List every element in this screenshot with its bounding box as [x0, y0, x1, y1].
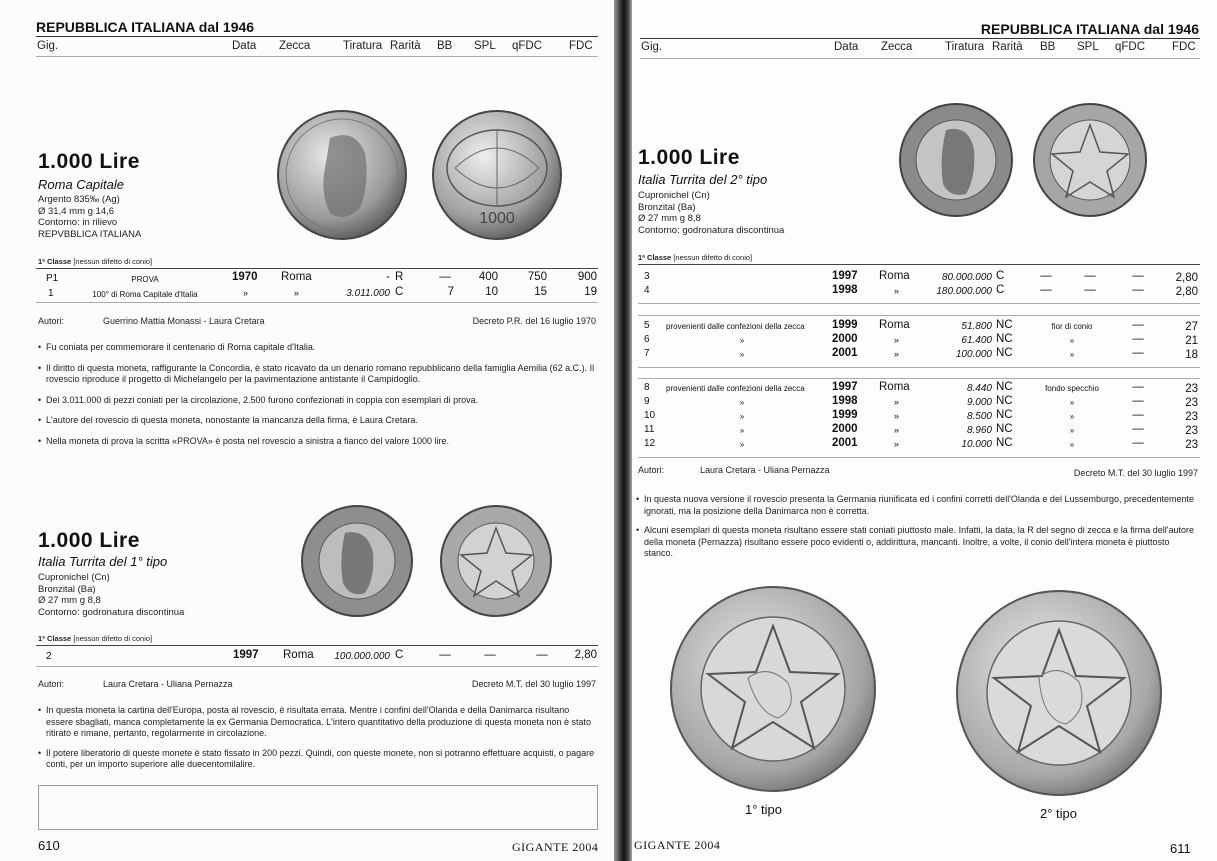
row-gig: 3	[644, 271, 650, 282]
row-zecca: Roma	[879, 270, 910, 282]
row-tiratura: 100.000	[955, 349, 992, 360]
footer-brand: GIGANTE 2004	[512, 840, 599, 854]
row-gig: 4	[644, 285, 650, 296]
row-fdc: 23	[1185, 383, 1198, 395]
row-qfdc: —	[1132, 395, 1144, 407]
coin-title: 1.000 Lire	[38, 150, 140, 173]
row-rarita: NC	[996, 333, 1013, 345]
authors: Laura Cretara - Uliana Pernazza	[103, 679, 233, 689]
class-label: 1ª Classe [nessun difetto di conio]	[38, 634, 153, 643]
row-data: 2001	[832, 347, 858, 359]
row-gig: 10	[644, 410, 656, 421]
row-tiratura: 180.000.000	[936, 286, 992, 297]
row-qfdc: —	[1132, 319, 1144, 331]
row-finish: »	[1069, 336, 1075, 345]
row-rarita: NC	[996, 395, 1013, 407]
decree: Decreto M.T. del 30 luglio 1997	[471, 679, 596, 689]
row-qfdc: —	[1132, 333, 1144, 345]
row-data: 2000	[832, 423, 858, 435]
col-zecca: Zecca	[279, 40, 311, 52]
row-zecca: Roma	[879, 381, 910, 393]
row-desc: »	[739, 336, 745, 345]
coin-subtitle: Italia Turrita del 2° tipo	[638, 172, 768, 187]
col-qfdc: qFDC	[512, 40, 543, 52]
row-fdc: 27	[1185, 321, 1198, 333]
row-spl: —	[1084, 270, 1096, 282]
row-tiratura: 8.960	[966, 425, 992, 436]
row-spl: —	[1084, 284, 1096, 296]
coin-specs: Cupronichel (Cn) Bronzital (Ba) Ø 27 mm g 8,8 Contorno: godronatura discontinua	[638, 190, 785, 236]
row-gig: 7	[644, 348, 650, 359]
row-data: 1999	[832, 319, 858, 331]
col-fdc: FDC	[569, 40, 593, 52]
page-number: 611	[1170, 841, 1191, 856]
coin-title: 1.000 Lire	[38, 529, 140, 552]
coin-type1-image	[668, 578, 878, 800]
coin-obverse-image	[270, 108, 415, 243]
row-qfdc: —	[1132, 381, 1144, 393]
caption-type1: 1° tipo	[745, 802, 783, 817]
class-label: 1ª Classe [nessun difetto di conio]	[638, 253, 753, 262]
coin-obverse-image	[894, 102, 1024, 222]
coin-type2-image	[954, 582, 1164, 804]
row-rarita: NC	[996, 319, 1013, 331]
book-gutter	[614, 0, 632, 861]
row-finish: »	[1069, 350, 1075, 359]
decree: Decreto M.T. del 30 luglio 1997	[1073, 468, 1198, 478]
row-data: 1999	[832, 409, 858, 421]
row-zecca: »	[894, 425, 900, 435]
row-zecca: »	[894, 397, 900, 407]
row-rarita: NC	[996, 409, 1013, 421]
col-bb: BB	[437, 40, 453, 52]
row-rarita: NC	[996, 437, 1013, 449]
row-zecca: »	[894, 411, 900, 421]
row-finish: »	[1069, 426, 1075, 435]
row-bb: —	[1040, 284, 1052, 296]
row-fdc: 18	[1185, 349, 1198, 361]
coin-specs: Argento 835‰ (Ag) Ø 31,4 mm g 14,6 Contorno: in rilievo REPVBBLICA ITALIANA	[38, 194, 142, 240]
row-zecca: »	[894, 335, 900, 345]
row-fdc: 23	[1185, 439, 1198, 451]
row-fdc: 2,80	[1175, 272, 1198, 284]
coin-reverse-image	[425, 108, 570, 243]
row-tiratura: 80.000.000	[941, 272, 992, 283]
row-gig: 8	[644, 382, 650, 393]
row-rarita: NC	[996, 423, 1013, 435]
authors-label: Autori:	[638, 465, 665, 475]
coin-reverse-image	[434, 503, 564, 621]
svg-text:1000: 1000	[479, 210, 515, 227]
row-tiratura: 8.500	[966, 411, 992, 422]
coin-subtitle: Italia Turrita del 1° tipo	[38, 554, 168, 569]
coin-reverse-image	[1028, 102, 1158, 222]
row-gig: 5	[644, 320, 650, 331]
row-desc: »	[739, 350, 745, 359]
row-desc: »	[739, 440, 745, 449]
row-zecca: »	[894, 439, 900, 449]
row-finish: »	[1069, 440, 1075, 449]
row-fdc: 23	[1185, 397, 1198, 409]
row-finish: »	[1069, 398, 1075, 407]
row-qfdc: —	[1132, 437, 1144, 449]
row-bb: —	[1040, 270, 1052, 282]
row-qfdc: —	[1132, 409, 1144, 421]
row-finish: fior di conio	[1051, 322, 1093, 331]
row-qfdc: —	[1132, 347, 1144, 359]
row-data: 1998	[832, 284, 858, 296]
row-gig: 9	[644, 396, 650, 407]
row-zecca: »	[894, 286, 900, 296]
page-header-title: REPUBBLICA ITALIANA dal 1946	[36, 19, 255, 35]
notes-list: • In questa nuova versione il rovescio presenta la Germania riunificata ed i confini corretti dell'Olanda e del Lussemburgo, precedentemente ignorati, ma la posizione della Danimarca non è corretta. • Alcuni esemplari di questa moneta risultano essere stati coniati piuttosto male. Infatti, la data, la R del segno di zecca e la firma dell'autore della moneta (Pernazza) risultano essere poco evidenti o, addirittura, mancanti. Inoltre, a volte, il conio dell'intera moneta è piuttosto stanco.	[644, 494, 1200, 560]
row-desc: provenienti dalle confezioni della zecca	[666, 322, 805, 331]
row-data: 1997	[832, 270, 858, 282]
row-tiratura: 10.000	[961, 439, 992, 450]
footer-brand: GIGANTE 2004	[634, 838, 721, 852]
row-data: 2001	[832, 437, 858, 449]
row-rarita: NC	[996, 381, 1013, 393]
row-zecca: Roma	[879, 319, 910, 331]
row-desc: »	[739, 412, 745, 421]
row-gig: 12	[644, 438, 656, 449]
row-desc: »	[739, 426, 745, 435]
empty-box	[38, 785, 598, 830]
caption-type2: 2° tipo	[1040, 806, 1078, 821]
left-page: REPUBBLICA ITALIANA dal 1946 Gig. Data Zecca Tiratura Rarità BB SPL qFDC FDC 1.000 Lire Roma Capitale Argento 835‰ (Ag) Ø 31,4 mm g 14,6 Contorno: in rilievo REPVBBLICA ITALIANA 1000 1ª Classe [nessun difetto di conio] P1 PROVA 1970 Roma - R — 400 750 900 1 100° di Roma Capitale d'Italia » » 3.011.000 C 7 10 15 19 Autori: Guerrino Mattia Monassi - Laura Cretara Decreto P.R. del 16 luglio 1970 • Fu coniata per commemorare il centenario di Roma capitale d'Italia. • Il diritto di questa moneta, raffigurante la Concordia, è stato ricavato da un denario romano repubblicano della famiglia Aemilia (62 a.C.). Il rovescio riproduce il progetto di Michelangelo per la pavimentazione antistante il Campidoglio. • Dei 3.011.000 di pezzi coniati per la circolazione, 2.500 furono confezionati in coppia con esemplari di prova. • L'autore del rovescio di questa moneta, nonostante la mancanza della firma, è Laura Cretara. • Nella moneta di prova la scritta «PROVA» è posta nel rovescio a sinistra a fianco del valore 1000 lire. 1.000 Lire Italia Turrita del 1° tipo Cupronichel (Cn) Bronzital (Ba) Ø 27 mm g 8,8 Contorno: godronatura discontinua 1ª Classe [nessun difetto di conio] 2 1997 Roma 100.000.000 C — — — 2,80 Autori: Laura Cretara - Uliana Pernazza Decreto M.T. del 30 luglio 1997 • In questa moneta la cartina dell'Europa, posta al rovescio, è risultata errata. Mentre i confini dell'Olanda e della Danimarca risultano essere sbagliati, manca completamente la ex Germania Democratica. L'intero quantitativo della produzione di questa moneta non è stato ritirato e rimane, pertanto, regolarmente in circolazione. • Il potere liberatorio di queste monete è stato fissato in 200 pezzi. Quindi, con queste monete, non si potranno effettuare acquisti, o pagare conti, per un importo superiore alle duecentomilalire. 610 GIGANTE 2004	[0, 0, 614, 861]
row-tiratura: 8.440	[966, 383, 992, 394]
row-fdc: 21	[1185, 335, 1198, 347]
class-label: 1ª Classe [nessun difetto di conio]	[38, 257, 153, 266]
col-spl: SPL	[474, 40, 496, 52]
row-rarita: C	[996, 284, 1005, 296]
row-tiratura: 51.800	[961, 321, 992, 332]
coin-specs: Cupronichel (Cn) Bronzital (Ba) Ø 27 mm g 8,8 Contorno: godronatura discontinua	[38, 572, 185, 618]
authors: Guerrino Mattia Monassi - Laura Cretara	[103, 316, 265, 326]
row-fdc: 23	[1185, 411, 1198, 423]
row-zecca: »	[894, 349, 900, 359]
decree: Decreto P.R. del 16 luglio 1970	[472, 316, 596, 326]
row-data: 1998	[832, 395, 858, 407]
authors-label: Autori:	[38, 679, 65, 689]
row-qfdc: —	[1132, 423, 1144, 435]
coin-subtitle: Roma Capitale	[38, 177, 124, 192]
coin-obverse-image	[295, 503, 425, 621]
authors: Laura Cretara - Uliana Pernazza	[700, 465, 830, 475]
right-page: REPUBBLICA ITALIANA dal 1946 Gig. Data Zecca Tiratura Rarità BB SPL qFDC FDC 1.000 Lire Italia Turrita del 2° tipo Cupronichel (Cn) Bronzital (Ba) Ø 27 mm g 8,8 Contorno: godronatura discontinua 1ª Classe [nessun difetto di conio] 3 1997 Roma 80.000.000 C — — — 2,80 4 1998 » 180.000.000 C — — — 2,80 5 provenienti dalle confezioni della zecca 1999 Roma 51.800 NC fior di conio — 27 6 » 2000 » 61.400 NC » — 21 7 » 2001 » 100.000 NC » — 18 8 provenienti dalle confezioni della zecca 1997 Roma 8.440 NC fondo specchio — 23 9 » 1998 » 9.000 NC » — 23 10 » 1999 » 8.500 NC » — 23 11 » 2000 » 8.960 NC » — 23 12 » 2001 » 10.000 NC » — 23 Autori: Laura Cretara - Uliana Pernazza Decreto M.T. del 30 luglio 1997 • In questa nuova versione il rovescio presenta la Germania riunificata ed i confini corretti dell'Olanda e del Lussemburgo, precedentemente ignorati, ma la posizione della Danimarca non è corretta. • Alcuni esemplari di questa moneta risultano essere stati coniati piuttosto male. Infatti, la data, la R del segno di zecca e la firma dell'autore della moneta (Pernazza) risultano essere poco evidenti o, addirittura, mancanti. Inoltre, a volte, il conio dell'intera moneta è piuttosto stanco. 1° tipo 2° tipo GIGANTE 2004 611	[632, 0, 1217, 861]
row-gig: 6	[644, 334, 650, 345]
notes-list: • In questa moneta la cartina dell'Europa, posta al rovescio, è risultata errata. Mentre i confini dell'Olanda e della Danimarca risultano essere sbagliati, manca completamente la ex Germania Democratica. L'intero quantitativo della produzione di questa moneta non è stato ritirato e rimane, pertanto, regolarmente in circolazione. • Il potere liberatorio di queste monete è stato fissato in 200 pezzi. Quindi, con queste monete, non si potranno effettuare acquisti, o pagare conti, per un importo superiore alle duecentomilalire.	[46, 705, 598, 771]
row-qfdc: —	[1132, 270, 1144, 282]
col-rarita: Rarità	[390, 40, 421, 52]
col-gig: Gig.	[37, 40, 59, 52]
row-tiratura: 61.400	[961, 335, 992, 346]
page-header-title: REPUBBLICA ITALIANA dal 1946	[980, 21, 1199, 37]
row-rarita: NC	[996, 347, 1013, 359]
row-fdc: 2,80	[1175, 286, 1198, 298]
coin-title: 1.000 Lire	[638, 146, 740, 169]
row-desc: »	[739, 398, 745, 407]
row-desc: provenienti dalle confezioni della zecca	[666, 384, 805, 393]
row-finish: »	[1069, 412, 1075, 421]
row-data: 2000	[832, 333, 858, 345]
row-gig: 11	[644, 424, 655, 435]
notes-list: • Fu coniata per commemorare il centenario di Roma capitale d'Italia. • Il diritto di questa moneta, raffigurante la Concordia, è stato ricavato da un denario romano repubblicano della famiglia Aemilia (62 a.C.). Il rovescio riproduce il progetto di Michelangelo per la pavimentazione antistante il Campidoglio. • Dei 3.011.000 di pezzi coniati per la circolazione, 2.500 furono confezionati in coppia con esemplari di prova. • L'autore del rovescio di questa moneta, nonostante la mancanza della firma, è Laura Cretara. • Nella moneta di prova la scritta «PROVA» è posta nel rovescio a sinistra a fianco del valore 1000 lire.	[46, 342, 598, 447]
authors-label: Autori:	[38, 316, 65, 326]
page-number: 610	[38, 838, 60, 853]
row-tiratura: 9.000	[966, 397, 992, 408]
row-data: 1997	[832, 381, 858, 393]
row-finish: fondo specchio	[1045, 384, 1099, 393]
row-fdc: 23	[1185, 425, 1198, 437]
col-tiratura: Tiratura	[343, 40, 383, 52]
col-data: Data	[232, 40, 257, 52]
row-rarita: C	[996, 270, 1005, 282]
row-qfdc: —	[1132, 284, 1144, 296]
